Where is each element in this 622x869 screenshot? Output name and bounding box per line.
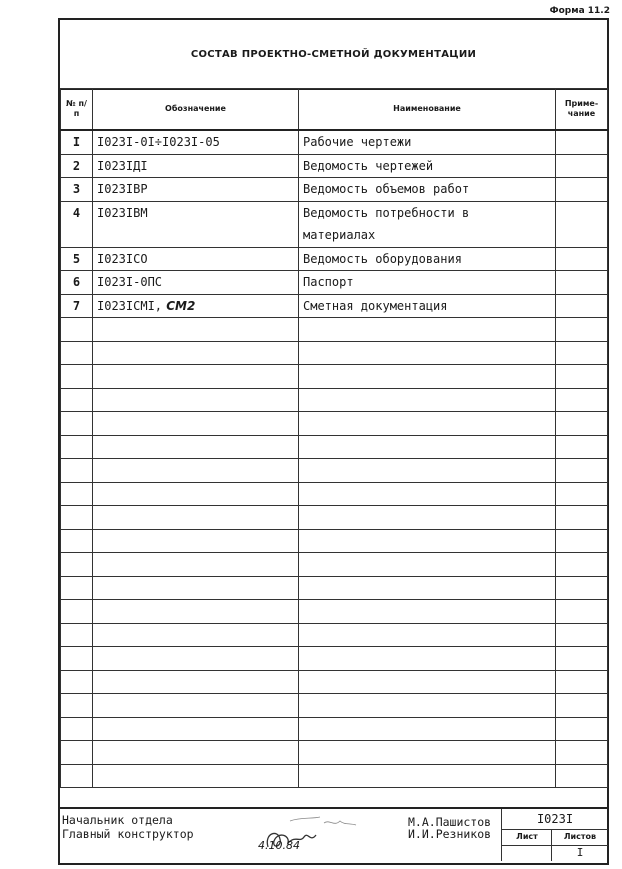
sheet-label: Лист [501,829,552,846]
empty-row [61,412,608,436]
row-name: Ведомость чертежей [299,154,556,178]
empty-row [61,694,608,718]
empty-cell [61,553,93,577]
empty-row [61,388,608,412]
empty-cell [61,670,93,694]
form-label: Форма 11.2 [549,6,610,16]
empty-cell [61,365,93,389]
row-num: 3 [61,178,93,202]
name-chief-designer: И.И.Резников [408,827,492,841]
empty-cell [61,623,93,647]
empty-cell [93,647,299,671]
empty-cell [556,506,608,530]
row-note [556,154,608,178]
empty-row [61,600,608,624]
table-row [61,154,608,178]
row-designation: I023I-0I÷I023I-05 [93,130,299,154]
empty-cell [61,694,93,718]
row-num: 6 [61,271,93,295]
empty-cell [556,318,608,342]
empty-cell [556,482,608,506]
header-num: № п/п [61,89,93,131]
empty-row [61,482,608,506]
table-row [61,201,608,247]
empty-cell [299,435,556,459]
row-note [556,294,608,318]
row-num: 5 [61,247,93,271]
empty-cell [556,623,608,647]
empty-cell [93,388,299,412]
table-row [61,130,608,154]
table-row [61,247,608,271]
empty-row [61,647,608,671]
empty-cell [299,506,556,530]
designation-handwritten: СМ2 [162,298,196,313]
empty-cell [556,341,608,365]
empty-row [61,670,608,694]
row-note [556,271,608,295]
empty-cell [93,529,299,553]
empty-cell [93,341,299,365]
row-name: Ведомость объемов работ [299,178,556,202]
empty-cell [299,365,556,389]
empty-cell [556,694,608,718]
empty-row [61,529,608,553]
empty-row [61,623,608,647]
row-designation: I023I-0ПС [93,271,299,295]
empty-cell [299,670,556,694]
row-name [299,201,556,247]
empty-cell [556,764,608,788]
empty-row [61,576,608,600]
row-note [556,201,608,247]
empty-row [61,553,608,577]
table-row [61,294,608,318]
empty-cell [556,459,608,483]
empty-cell [299,623,556,647]
header-designation: Обозначение [93,89,299,131]
empty-cell [556,670,608,694]
empty-cell [299,318,556,342]
row-note [556,130,608,154]
empty-cell [61,717,93,741]
row-designation: I023IВР [93,178,299,202]
empty-cell [299,764,556,788]
empty-row [61,435,608,459]
empty-cell [299,647,556,671]
row-designation: I023IСО [93,247,299,271]
row-num: I [61,130,93,154]
empty-cell [556,388,608,412]
header-name: Наименование [299,89,556,131]
empty-cell [61,435,93,459]
empty-cell [299,388,556,412]
row-name-line1: Ведомость потребности в [303,206,470,220]
empty-cell [299,600,556,624]
empty-cell [299,412,556,436]
empty-cell [556,529,608,553]
empty-cell [556,647,608,671]
empty-cell [93,506,299,530]
document-title: СОСТАВ ПРОЕКТНО-СМЕТНОЙ ДОКУМЕНТАЦИИ [60,20,607,90]
empty-row [61,764,608,788]
row-name: Рабочие чертежи [299,130,556,154]
empty-row [61,318,608,342]
document-code: I023I [501,809,608,830]
table-body [61,130,608,788]
empty-cell [93,553,299,577]
empty-row [61,341,608,365]
document-frame [58,18,609,865]
empty-cell [299,553,556,577]
row-name: Паспорт [299,271,556,295]
empty-cell [299,341,556,365]
row-num: 7 [61,294,93,318]
title-block [60,807,607,863]
role-department-head: Начальник отдела [62,813,173,827]
table-header-row [61,89,608,131]
empty-cell [93,741,299,765]
empty-cell [61,600,93,624]
designation-typed: I023IСМI, [97,298,163,313]
empty-cell [299,459,556,483]
sheets-value: I [551,845,608,861]
empty-cell [93,623,299,647]
header-note: Приме- чание [556,89,608,131]
empty-row [61,741,608,765]
empty-cell [556,717,608,741]
empty-cell [556,741,608,765]
empty-cell [93,694,299,718]
name-department-head: М.А.Пашистов [408,815,492,829]
empty-cell [556,412,608,436]
row-num: 4 [61,201,93,247]
row-name: Ведомость оборудования [299,247,556,271]
empty-cell [61,412,93,436]
empty-cell [93,717,299,741]
empty-cell [61,506,93,530]
empty-cell [93,600,299,624]
empty-cell [299,482,556,506]
sheet-value [501,845,552,861]
table-row [61,271,608,295]
empty-cell [556,553,608,577]
empty-row [61,365,608,389]
row-note [556,247,608,271]
empty-cell [93,764,299,788]
empty-cell [556,576,608,600]
empty-cell [93,412,299,436]
empty-row [61,459,608,483]
empty-cell [93,435,299,459]
empty-cell [61,576,93,600]
empty-cell [299,741,556,765]
empty-cell [61,741,93,765]
empty-row [61,506,608,530]
row-name-line2: материалах [303,228,376,242]
empty-cell [299,694,556,718]
empty-cell [61,318,93,342]
empty-cell [61,482,93,506]
empty-cell [61,388,93,412]
empty-cell [556,600,608,624]
documents-table [60,88,608,788]
row-note [556,178,608,202]
table-row [61,178,608,202]
row-num: 2 [61,154,93,178]
empty-cell [299,576,556,600]
empty-cell [93,318,299,342]
empty-cell [61,459,93,483]
empty-cell [61,341,93,365]
empty-cell [299,529,556,553]
empty-cell [93,459,299,483]
empty-cell [93,670,299,694]
row-designation: I023IДI [93,154,299,178]
signature-date: 4.10.84 [258,839,300,852]
empty-cell [61,529,93,553]
empty-cell [93,576,299,600]
empty-cell [93,365,299,389]
empty-cell [93,482,299,506]
empty-row [61,717,608,741]
row-designation [93,294,299,318]
empty-cell [61,647,93,671]
row-name: Сметная документация [299,294,556,318]
empty-cell [299,717,556,741]
empty-cell [556,365,608,389]
sheets-label: Листов [551,829,608,846]
row-designation: I023IВМ [93,201,299,247]
role-chief-designer: Главный конструктор [62,827,194,841]
empty-cell [61,764,93,788]
empty-cell [556,435,608,459]
